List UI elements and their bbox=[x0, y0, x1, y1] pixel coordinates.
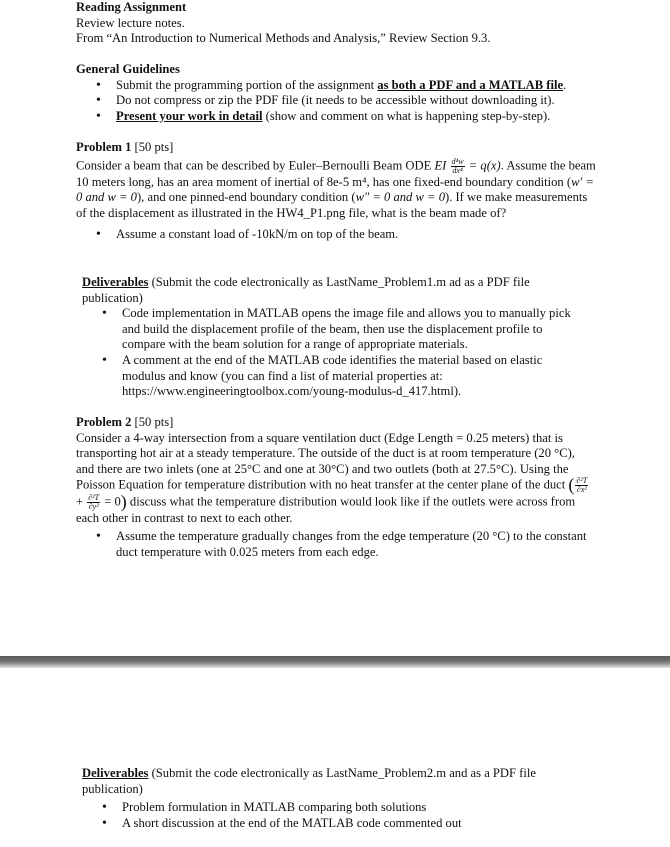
beam-ode-fraction bbox=[451, 158, 465, 175]
list-item bbox=[76, 78, 636, 94]
list-item: • Code implementation in MATLAB opens the image file and allows you to manually pick and build the displacement profile of the beam, then use the displacement profile to compare with the beam solution for a range of appropriate materials. bbox=[82, 306, 582, 353]
list-item: • Assume the temperature gradually changes from the edge temperature (20 °C) to the constant duct temperature with 0.025 meters from each edge. bbox=[76, 529, 596, 560]
fraction-numerator: ∂²T bbox=[88, 493, 100, 503]
deliverables-1-intro bbox=[82, 275, 582, 306]
list-item: • Assume a constant load of -10kN/m on top of the beam. bbox=[76, 227, 596, 243]
deliverables-label: Deliverables bbox=[82, 766, 149, 780]
problem-1-text: . Assume the beam 10 meters long, has an area moment of inertial of 8e-5 m⁴, has one fixed-end boundary condition ( bbox=[76, 157, 596, 189]
guideline-text: Do not compress or zip the PDF file (it needs to be accessible without downloading it). bbox=[116, 93, 555, 108]
list-item bbox=[76, 93, 636, 109]
document-page-2 bbox=[0, 668, 670, 847]
problem-1-points: [50 pts] bbox=[131, 140, 174, 154]
problem-2-title bbox=[76, 415, 596, 431]
close-paren: ) bbox=[120, 492, 127, 513]
page-separator bbox=[0, 656, 670, 668]
list-item: • A short discussion at the end of the MATLAB code commented out bbox=[82, 816, 582, 832]
problem-2-text: discuss what the temperature distribution would look like if the outlets were across from each other in contrast to next to each other. bbox=[76, 494, 576, 526]
equation-rhs: = q(x) bbox=[465, 157, 501, 172]
problem-2-heading: Problem 2 bbox=[76, 415, 132, 429]
problem-2-text: Consider a 4-way intersection from a square ventilation duct (Edge Length = 0.25 meters) that is transporting hot air at a steady temperature. The outside of the duct is at room temperature (20 °C), and there are two inlets (one at 25°C and one at 30°C) and two outlets (both at 27.5°C). Using the Poisson Equation for temperature distribution with no heat transfer at the center plane of the duct bbox=[76, 430, 575, 492]
problem-1-body bbox=[76, 158, 596, 222]
reading-line-2: From “An Introduction to Numerical Methods and Analysis,” Review Section 9.3. bbox=[76, 31, 491, 46]
deliverables-1-list bbox=[82, 306, 582, 400]
fraction-numerator: d⁴w bbox=[451, 156, 464, 166]
list-item bbox=[76, 109, 636, 125]
list-item: • Problem formulation in MATLAB comparing both solutions bbox=[82, 800, 582, 816]
reading-line-1: Review lecture notes. bbox=[76, 15, 185, 30]
fraction-denominator: dx⁴ bbox=[452, 165, 463, 175]
problem-1-title bbox=[76, 140, 596, 156]
problem-2-points: [50 pts] bbox=[131, 415, 174, 429]
boundary-condition-pinned: w″ = 0 and w = 0 bbox=[355, 190, 445, 205]
guidelines-heading: General Guidelines bbox=[76, 62, 180, 76]
deliverables-text: (Submit the code electronically as LastName_Problem1.m ad as a PDF file publication) bbox=[82, 275, 530, 305]
guidelines-list bbox=[76, 78, 636, 125]
problem-1-text: ). If we make measurements of the displacement as illustrated in the HW4_P1.png file, what is the beam made of? bbox=[76, 190, 588, 220]
guideline-text: Submit the programming portion of the assignment bbox=[116, 77, 378, 92]
guideline-text: . bbox=[563, 77, 567, 92]
deliverables-2-intro bbox=[82, 766, 582, 797]
problem-2-section bbox=[76, 415, 596, 560]
fraction-denominator: ∂y² bbox=[88, 502, 99, 512]
guideline-emphasis: Present your work in detail bbox=[116, 108, 263, 123]
problem-2-body bbox=[76, 431, 596, 527]
problem-1-text: ), and one pinned-end boundary condition ( bbox=[136, 190, 356, 205]
general-guidelines-section bbox=[76, 62, 636, 124]
deliverables-2-section bbox=[82, 766, 582, 831]
deliverables-label: Deliverables bbox=[82, 275, 149, 289]
equation-ei: EI bbox=[434, 157, 447, 172]
poisson-fraction-x bbox=[575, 477, 588, 494]
plus-sign: + bbox=[76, 494, 87, 509]
deliverables-2-list bbox=[82, 800, 582, 831]
reading-heading: Reading Assignment bbox=[76, 0, 187, 14]
deliverables-text: (Submit the code electronically as LastName_Problem2.m and as a PDF file publication) bbox=[82, 766, 536, 796]
fraction-denominator: ∂x² bbox=[576, 485, 587, 495]
problem-1-heading: Problem 1 bbox=[76, 140, 132, 154]
equation-rhs: = 0 bbox=[101, 494, 121, 509]
fraction-numerator: ∂²T bbox=[576, 476, 588, 486]
problem-2-bullets bbox=[76, 529, 596, 560]
problem-1-bullets bbox=[76, 227, 596, 243]
poisson-fraction-y bbox=[87, 494, 100, 511]
list-item: • A comment at the end of the MATLAB code identifies the material based on elastic modulus and know (you can find a list of material properties at: https://www.engineeringtoolbox.com/young-modulus-d_417.html). bbox=[82, 353, 582, 400]
boundary-condition-fixed: w′ = 0 and w = 0 bbox=[76, 174, 594, 205]
problem-1-section bbox=[76, 140, 596, 243]
deliverables-1-section bbox=[82, 275, 582, 400]
reading-assignment-section bbox=[76, 0, 636, 47]
open-paren: ( bbox=[568, 475, 575, 496]
guideline-emphasis: as both a PDF and a MATLAB file bbox=[377, 77, 564, 92]
problem-1-text: Consider a beam that can be described by Euler–Bernoulli Beam ODE bbox=[76, 157, 435, 172]
guideline-text: (show and comment on what is happening step-by-step). bbox=[262, 108, 551, 123]
